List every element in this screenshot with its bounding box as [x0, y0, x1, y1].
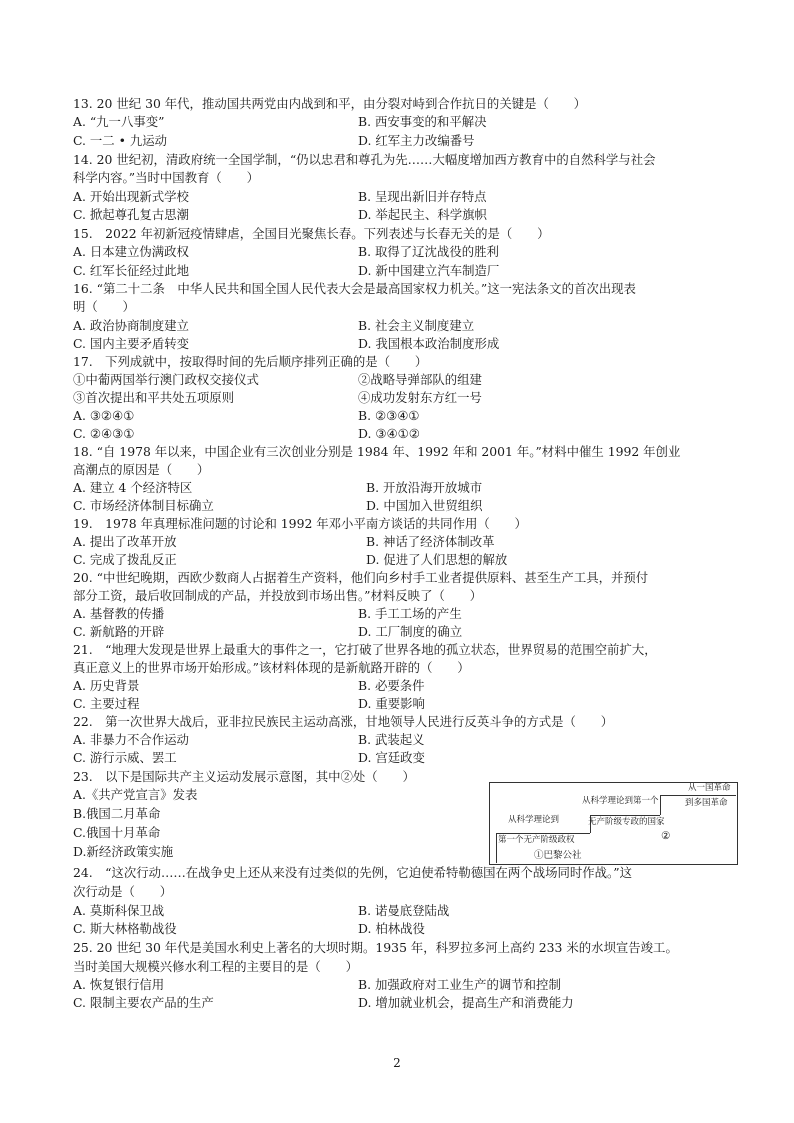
- q20-stem-line2: 部分工资，最后收回制成的产品，并投放到市场出售。”材料反映了（ ）: [73, 588, 483, 603]
- q14-option-d: D. 举起民主、科学旗帜: [358, 207, 487, 222]
- q16-option-c: C. 国内主要矛盾转变: [73, 336, 190, 351]
- q18-option-c: C. 市场经济体制目标确立: [73, 498, 214, 513]
- q16-option-a: A. 政治协商制度建立: [73, 318, 189, 333]
- q22-option-c: C. 游行示威、罢工: [73, 750, 177, 765]
- q25-stem-line1: 25. 20 世纪 30 年代是美国水利史上著名的大坝时期。1935 年，科罗拉多河上高约 233 米的水坝宣告竣工。: [73, 940, 678, 955]
- q20-option-a: A. 基督教的传播: [73, 606, 165, 621]
- q23-option-c: C.俄国十月革命: [73, 825, 161, 840]
- q18-stem-line2: 高潮点的原因是（ ）: [73, 462, 210, 477]
- q23-option-b: B.俄国二月革命: [73, 806, 161, 821]
- q17-stem: 17. 下列成就中，按取得时间的先后顺序排列正确的是（ ）: [73, 354, 428, 369]
- q21-stem-line1: 21. “地理大发现是世界上最重大的事件之一，它打破了世界各地的孤立状态，世界贸易的范围空前扩大，: [73, 642, 657, 657]
- q15-option-b: B. 取得了辽沈战役的胜利: [358, 244, 499, 259]
- q16-option-b: B. 社会主义制度建立: [358, 318, 475, 333]
- q24-option-b: B. 诺曼底登陆战: [358, 903, 450, 918]
- q23-option-a: A.《共产党宣言》发表: [73, 787, 198, 802]
- stage-3-line2: 到多国革命: [685, 798, 728, 808]
- q18-stem-line1: 18. “自 1978 年以来，中国企业有三次创业分别是 1984 年、1992 年和 2001 年。”材料中催生 1992 年创业: [73, 444, 681, 459]
- stair-riser-2: [660, 795, 661, 815]
- q17-item-1: ①中葡两国举行澳门政权交接仪式: [73, 372, 259, 387]
- marker-1-paris-commune: ①巴黎公社: [534, 850, 582, 861]
- q18-option-a: A. 建立 4 个经济特区: [73, 480, 193, 495]
- stage-1-line2: 第一个无产阶级政权: [498, 835, 575, 845]
- q24-option-c: C. 斯大林格勒战役: [73, 921, 177, 936]
- q22-stem: 22. 第一次世界大战后，亚非拉民族民主运动高涨，甘地领导人民进行反英斗争的方式是（ ）: [73, 714, 614, 729]
- q23-stem: 23. 以下是国际共产主义运动发展示意图，其中②处（ ）: [73, 769, 415, 784]
- q23-option-d: D.新经济政策实施: [73, 844, 174, 859]
- q22-option-d: D. 宫廷政变: [358, 750, 425, 765]
- q16-stem-line1: 16. “第二十二条 中华人民共和国全国人民代表大会是最高国家权力机关。”这一宪法条文的首次出现表: [73, 281, 636, 296]
- stair-base: [496, 833, 497, 863]
- stair-step-3: [660, 795, 736, 796]
- q17-option-c: C. ②④③①: [73, 426, 135, 441]
- q14-stem-line1: 14. 20 世纪初，清政府统一全国学制，“仍以忠君和尊孔为先……大幅度增加西方教育中的自然科学与社会: [73, 152, 656, 167]
- q20-stem-line1: 20. “中世纪晚期，西欧少数商人占据着生产资料，他们向乡村手工业者提供原料、甚至生产工具，并预付: [73, 570, 649, 585]
- q15-option-d: D. 新中国建立汽车制造厂: [358, 263, 500, 278]
- q14-option-c: C. 掀起尊孔复古思潮: [73, 207, 190, 222]
- q21-option-a: A. 历史背景: [73, 678, 140, 693]
- communist-movement-diagram: [489, 782, 738, 865]
- q13-option-d: D. 红军主力改编番号: [358, 133, 475, 148]
- q21-stem-line2: 真正意义上的世界市场开始形成。”该材料体现的是新航路开辟的（ ）: [73, 660, 470, 675]
- stage-1-line1: 从科学理论到: [508, 815, 560, 825]
- q19-stem: 19. 1978 年真理标准问题的讨论和 1992 年邓小平南方谈话的共同作用（ ）: [73, 516, 527, 531]
- q25-option-b: B. 加强政府对工业生产的调节和控制: [358, 977, 561, 992]
- q17-option-d: D. ③④①②: [358, 426, 420, 441]
- stair-step-2: [590, 815, 660, 816]
- q21-option-d: D. 重要影响: [358, 696, 425, 711]
- q16-option-d: D. 我国根本政治制度形成: [358, 336, 500, 351]
- q25-option-a: A. 恢复银行信用: [73, 977, 165, 992]
- stage-2-line2: 无产阶级专政的国家: [588, 817, 665, 827]
- marker-2: ②: [661, 830, 671, 842]
- q20-option-b: B. 手工工场的产生: [358, 606, 462, 621]
- q21-option-b: B. 必要条件: [358, 678, 425, 693]
- q14-option-a: A. 开始出现新式学校: [73, 189, 189, 204]
- q20-option-c: C. 新航路的开辟: [73, 624, 165, 639]
- q16-stem-line2: 明（ ）: [73, 299, 135, 314]
- page-number: 2: [393, 1056, 401, 1070]
- q17-item-4: ④成功发射东方红一号: [358, 390, 482, 405]
- stair-step-1: [496, 833, 590, 834]
- q13-option-c: C. 一二 • 九运动: [73, 133, 168, 148]
- q18-option-d: D. 中国加入世贸组织: [366, 498, 483, 513]
- q22-option-b: B. 武装起义: [358, 732, 425, 747]
- q21-option-c: C. 主要过程: [73, 696, 140, 711]
- q24-stem-line2: 次行动是（ ）: [73, 884, 173, 899]
- q15-stem: 15. 2022 年初新冠疫情肆虐，全国目光聚焦长春。下列表述与长春无关的是（ ）: [73, 226, 550, 241]
- q24-option-a: A. 莫斯科保卫战: [73, 903, 165, 918]
- q24-stem-line1: 24. “这次行动……在战争史上还从来没有过类似的先例，它迫使希特勒德国在两个战场同时作战。”这: [73, 865, 632, 880]
- q25-stem-line2: 当时美国大规模兴修水利工程的主要目的是（ ）: [73, 959, 358, 974]
- q19-option-b: B. 神话了经济体制改革: [366, 534, 495, 549]
- q17-item-2: ②战略导弹部队的组建: [358, 372, 482, 387]
- q14-option-b: B. 呈现出新旧并存特点: [358, 189, 487, 204]
- q19-option-d: D. 促进了人们思想的解放: [366, 552, 508, 567]
- q19-option-a: A. 提出了改革开放: [73, 534, 177, 549]
- q13-stem: 13. 20 世纪 30 年代，推动国共两党由内战到和平，由分裂对峙到合作抗日的关键是（ ）: [73, 96, 587, 111]
- q24-option-d: D. 柏林战役: [358, 921, 425, 936]
- q13-option-a: A. “九一八事变”: [73, 114, 165, 129]
- q14-stem-line2: 科学内容。”当时中国教育（ ）: [73, 170, 259, 185]
- q15-option-c: C. 红军长征经过此地: [73, 263, 190, 278]
- q25-option-d: D. 增加就业机会，提高生产和消费能力: [358, 995, 574, 1010]
- q13-option-b: B. 西安事变的和平解决: [358, 114, 487, 129]
- q15-option-a: A. 日本建立伪满政权: [73, 244, 189, 259]
- q20-option-d: D. 工厂制度的确立: [358, 624, 463, 639]
- stage-3-line1: 从一国革命: [688, 783, 731, 793]
- stage-2-line1: 从科学理论到第一个: [582, 796, 659, 806]
- q22-option-a: A. 非暴力不合作运动: [73, 732, 189, 747]
- q19-option-c: C. 完成了拨乱反正: [73, 552, 177, 567]
- q25-option-c: C. 限制主要农产品的生产: [73, 995, 214, 1010]
- q17-item-3: ③首次提出和平共处五项原则: [73, 390, 235, 405]
- q18-option-b: B. 开放沿海开放城市: [366, 480, 483, 495]
- q17-option-a: A. ③②④①: [73, 408, 135, 423]
- q17-option-b: B. ②③④①: [358, 408, 420, 423]
